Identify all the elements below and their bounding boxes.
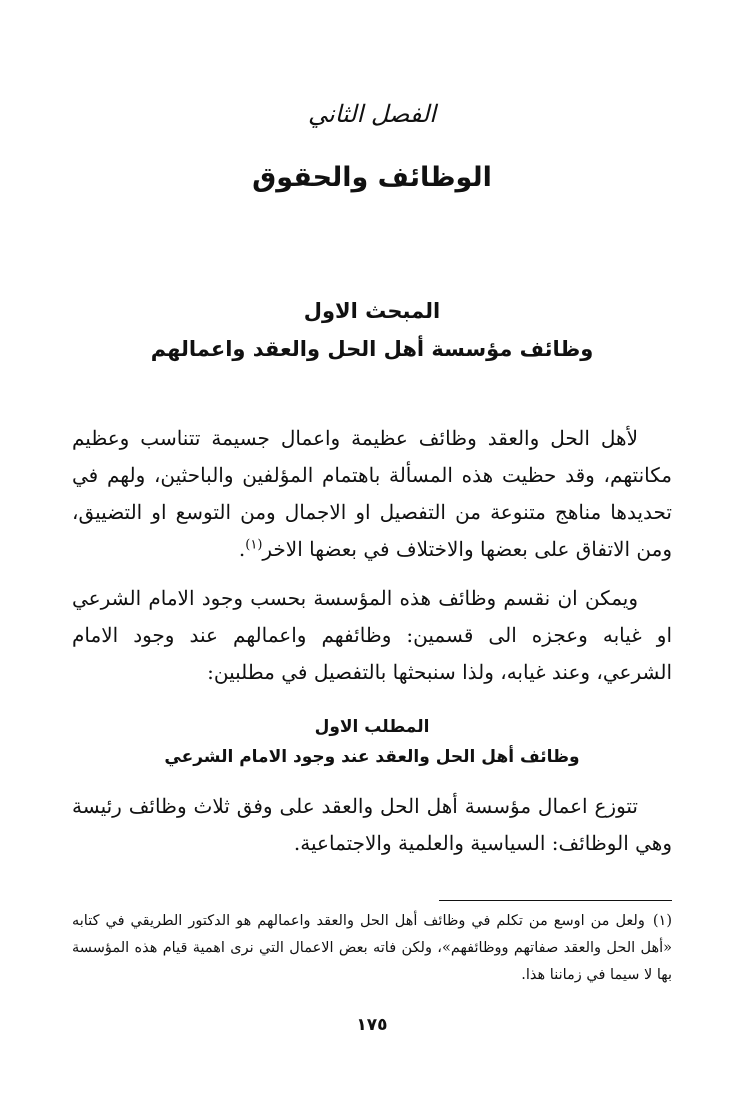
paragraph-intro-end: . xyxy=(238,537,246,561)
section-heading-line2: وظائف مؤسسة أهل الحل والعقد واعمالهم xyxy=(150,337,594,361)
chapter-label: الفصل الثاني xyxy=(308,100,436,128)
section-heading-line1: المبحث الاول xyxy=(303,299,441,323)
footnote xyxy=(72,908,672,989)
paragraph-functions xyxy=(72,788,672,862)
footnote-reference[interactable]: (١) xyxy=(245,537,263,553)
section-heading xyxy=(0,292,744,368)
paragraph-intro-body: لأهل الحل والعقد وظائف عظيمة واعمال جسيمة تتناسب وعظيم مكانتهم، وقد حظيت هذه المسألة باهتمام المؤلفين والباحثين، ولهم في تحديدها مناهج متنوعة من التفصيل او الاجمال ومن التوسع او التضييق، ومن الاتفاق على بعضها والاختلاف في بعضها الاخر xyxy=(72,426,672,561)
page-number: ١٧٥ xyxy=(356,1015,388,1035)
paragraph-division-text: ويمكن ان نقسم وظائف هذه المؤسسة بحسب وجود الامام الشرعي او غيابه وعجزه الى قسمين: وظائفهم واعمالهم عند وجود الامام الشرعي، وعند غيابه، ولذا سنبحثها بالتفصيل في مطلبين: xyxy=(72,586,672,684)
subsection-heading-line2: وظائف أهل الحل والعقد عند وجود الامام الشرعي xyxy=(164,747,580,767)
paragraph-intro-text xyxy=(72,420,672,568)
subsection-heading xyxy=(0,712,744,772)
footnote-number: (١) xyxy=(652,913,672,929)
footnote-text: ولعل من اوسع من تكلم في وظائف أهل الحل والعقد واعمالهم هو الدكتور الطريقي في كتابه «أهل الحل والعقد صفاتهم ووظائفهم»، ولكن فاته بعض الاعمال التي نرى اهمية قيام هذه المؤسسة بها لا سيما في زماننا هذا. xyxy=(72,913,672,983)
paragraph-functions-text: تتوزع اعمال مؤسسة أهل الحل والعقد على وفق ثلاث وظائف رئيسة وهي الوظائف: السياسية والعلمية والاجتماعية. xyxy=(72,794,672,855)
paragraph-intro xyxy=(72,420,672,568)
paragraph-division xyxy=(72,580,672,691)
chapter-title: الوظائف والحقوق xyxy=(252,162,492,193)
footnote-divider xyxy=(439,900,672,901)
subsection-heading-line1: المطلب الاول xyxy=(314,717,430,737)
